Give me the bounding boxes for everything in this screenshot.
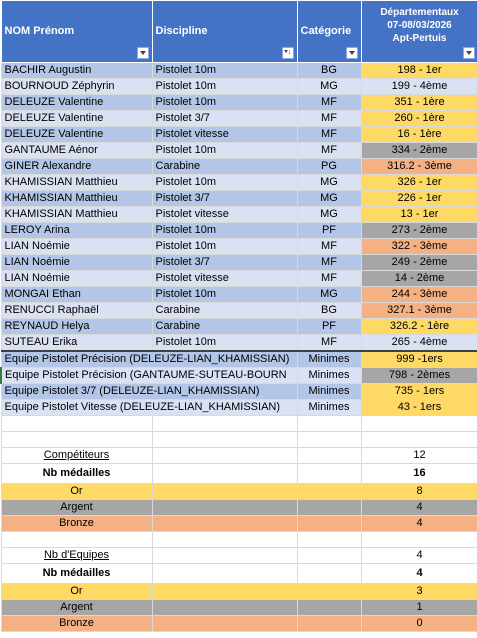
summary-bronze-label[interactable]: Bronze [1,516,152,532]
cell-result[interactable]: 198 - 1er [361,63,477,79]
table-row [1,271,477,287]
summary-medals-value[interactable]: 4 [361,564,477,584]
summary-bronze-fill[interactable] [152,516,297,532]
summary-silver-fill[interactable] [152,500,297,516]
empty-cell[interactable] [361,532,477,548]
filter-dropdown-categorie[interactable] [346,47,358,59]
cell-categorie[interactable]: BG [297,303,361,319]
summary-silver-fill[interactable] [297,500,361,516]
empty-row [1,532,477,548]
cell-team-result[interactable]: 999 -1ers [361,351,477,368]
table-row [1,127,477,143]
cell-team-name[interactable] [1,400,297,416]
summary-medals-label[interactable]: Nb médailles [1,464,152,484]
team-name-text: Equipe Pistolet Précision (DELEUZE-LIAN_KHAMISSIAN) [4,353,290,365]
cell-name[interactable]: GINER Alexandre [1,159,152,175]
cell-discipline[interactable]: Carabine [152,303,297,319]
cell-team-result[interactable]: 43 - 1ers [361,400,477,416]
cell-result[interactable]: 273 - 2ème [361,223,477,239]
cell-categorie[interactable]: MG [297,207,361,223]
empty-cell[interactable] [297,416,361,432]
cell-categorie[interactable]: MF [297,95,361,111]
empty-cell[interactable] [152,548,297,564]
cell-result[interactable]: 326 - 1er [361,175,477,191]
cell-team-categorie[interactable]: Minimes [297,400,361,416]
summary-silver-label[interactable]: Argent [1,500,152,516]
cell-result[interactable]: 249 - 2ème [361,255,477,271]
summary-bronze-value[interactable]: 0 [361,616,477,632]
empty-cell[interactable] [1,432,152,448]
header-row [1,1,477,63]
cell-categorie[interactable]: BG [297,63,361,79]
empty-row [1,416,477,432]
summary-count-label-cell[interactable] [1,448,152,464]
summary-silver-fill[interactable] [297,600,361,616]
header-categorie-label: Catégorie [300,25,352,37]
cell-categorie[interactable]: MG [297,287,361,303]
cell-name[interactable]: DELEUZE Valentine [1,111,152,127]
cell-discipline[interactable]: Pistolet vitesse [152,271,297,287]
cell-categorie[interactable]: MG [297,175,361,191]
empty-cell[interactable] [152,532,297,548]
cell-discipline[interactable]: Pistolet 10m [152,175,297,191]
cell-result[interactable]: 265 - 4ème [361,335,477,352]
cell-categorie[interactable]: PG [297,159,361,175]
summary-bronze-fill[interactable] [297,616,361,632]
cell-result[interactable]: 322 - 3ème [361,239,477,255]
summary-gold-fill[interactable] [152,584,297,600]
cell-team-name[interactable] [1,384,297,400]
summary-medals-row [1,464,477,484]
cell-result[interactable]: 244 - 3ème [361,287,477,303]
cell-team-categorie[interactable]: Minimes [297,368,361,384]
table-row [1,143,477,159]
cell-categorie[interactable]: MF [297,111,361,127]
table-row [1,319,477,335]
header-discipline-label: Discipline [155,25,208,37]
sort-filter-dropdown-discipline[interactable] [282,47,294,59]
table-row [1,239,477,255]
empty-cell[interactable] [152,432,297,448]
cell-result[interactable]: 334 - 2ème [361,143,477,159]
summary-gold-label[interactable]: Or [1,484,152,500]
table-row [1,79,477,95]
summary-count-label: Compétiteurs [43,449,110,461]
summary-count-label-cell[interactable] [1,548,152,564]
cell-discipline[interactable]: Pistolet 3/7 [152,191,297,207]
cell-categorie[interactable]: MG [297,191,361,207]
header-event-line2: 07-08/03/2026 [387,20,452,31]
table-row [1,63,477,79]
cell-name[interactable]: RENUCCI Raphaël [1,303,152,319]
cell-name[interactable]: SUTEAU Erika [1,335,152,352]
cell-discipline[interactable]: Pistolet 10m [152,287,297,303]
empty-cell[interactable] [1,532,152,548]
team-row [1,368,477,384]
cell-name[interactable]: KHAMISSIAN Matthieu [1,175,152,191]
summary-gold-row [1,584,477,600]
cell-name[interactable]: KHAMISSIAN Matthieu [1,207,152,223]
cell-team-name[interactable] [1,351,297,368]
cell-categorie[interactable]: PF [297,319,361,335]
cell-categorie[interactable]: MG [297,79,361,95]
table-row [1,191,477,207]
empty-cell[interactable] [152,448,297,464]
summary-silver-value[interactable]: 4 [361,500,477,516]
cell-name[interactable]: DELEUZE Valentine [1,95,152,111]
empty-cell[interactable] [297,448,361,464]
cell-categorie[interactable]: MF [297,255,361,271]
summary-silver-value[interactable]: 1 [361,600,477,616]
empty-row [1,432,477,448]
cell-name[interactable]: MONGAI Ethan [1,287,152,303]
cell-result[interactable]: 351 - 1ère [361,95,477,111]
summary-medals-row [1,564,477,584]
summary-gold-value[interactable]: 3 [361,584,477,600]
header-name-label: NOM Prénom [4,25,75,37]
cell-categorie[interactable]: MF [297,271,361,287]
cell-name[interactable]: LIAN Noémie [1,239,152,255]
cell-discipline[interactable]: Pistolet 10m [152,63,297,79]
cell-categorie[interactable]: MF [297,239,361,255]
cell-discipline[interactable]: Pistolet vitesse [152,207,297,223]
cell-discipline[interactable]: Pistolet 3/7 [152,255,297,271]
summary-silver-label[interactable]: Argent [1,600,152,616]
filter-dropdown-name[interactable] [137,47,149,59]
cell-team-name[interactable] [1,368,297,384]
summary-medals-label[interactable]: Nb médailles [1,564,152,584]
header-categorie [297,1,361,63]
summary-gold-value[interactable]: 8 [361,484,477,500]
table-row [1,335,477,352]
summary-gold-label[interactable]: Or [1,584,152,600]
cell-team-result[interactable]: 798 - 2èmes [361,368,477,384]
cell-name[interactable]: LIAN Noémie [1,271,152,287]
cell-name[interactable]: GANTAUME Aénor [1,143,152,159]
team-row [1,384,477,400]
cell-categorie[interactable]: MF [297,143,361,159]
empty-cell[interactable] [297,532,361,548]
cell-name[interactable]: KHAMISSIAN Matthieu [1,191,152,207]
cell-discipline[interactable]: Carabine [152,159,297,175]
cell-name[interactable]: BOURNOUD Zéphyrin [1,79,152,95]
summary-count-row [1,448,477,464]
cell-discipline[interactable]: Pistolet 3/7 [152,111,297,127]
empty-cell[interactable] [361,416,477,432]
team-row [1,351,477,368]
table-row [1,223,477,239]
team-row [1,400,477,416]
empty-cell[interactable] [361,432,477,448]
table-row [1,255,477,271]
cell-team-result[interactable]: 735 - 1ers [361,384,477,400]
summary-count-label: Nb d'Equipes [43,549,110,561]
header-event-line1: Départementaux [380,7,459,18]
cell-discipline[interactable]: Pistolet 10m [152,239,297,255]
cell-discipline[interactable]: Pistolet 10m [152,79,297,95]
cell-result[interactable]: 14 - 2ème [361,271,477,287]
team-name-text: Equipe Pistolet Vitesse (DELEUZE-LIAN_KHAMISSIAN) [4,401,281,413]
header-event [361,1,477,63]
empty-cell[interactable] [152,564,297,584]
cell-result[interactable]: 326.2 - 1ère [361,319,477,335]
cell-result[interactable]: 13 - 1er [361,207,477,223]
empty-cell[interactable] [297,548,361,564]
summary-count-value[interactable]: 12 [361,448,477,464]
empty-cell[interactable] [297,564,361,584]
sort-arrow-icon: ↓ [288,49,292,56]
cell-result[interactable]: 260 - 1ère [361,111,477,127]
summary-gold-row [1,484,477,500]
summary-silver-row [1,500,477,516]
cell-result[interactable]: 327.1 - 3ème [361,303,477,319]
table-row [1,95,477,111]
cell-name[interactable]: LIAN Noémie [1,255,152,271]
empty-cell[interactable] [297,464,361,484]
empty-cell[interactable] [297,432,361,448]
summary-bronze-fill[interactable] [152,616,297,632]
cell-discipline[interactable]: Carabine [152,319,297,335]
table-row [1,303,477,319]
summary-gold-fill[interactable] [297,584,361,600]
empty-cell[interactable] [152,416,297,432]
table-row [1,175,477,191]
cell-name[interactable]: BACHIR Augustin [1,63,152,79]
summary-silver-fill[interactable] [152,600,297,616]
summary-bronze-value[interactable]: 4 [361,516,477,532]
summary-bronze-label[interactable]: Bronze [1,616,152,632]
cell-categorie[interactable]: PF [297,223,361,239]
table-row [1,287,477,303]
summary-count-value[interactable]: 4 [361,548,477,564]
table-row [1,111,477,127]
cell-team-categorie[interactable]: Minimes [297,384,361,400]
summary-silver-row [1,600,477,616]
cell-discipline[interactable]: Pistolet vitesse [152,127,297,143]
summary-medals-value[interactable]: 16 [361,464,477,484]
empty-cell[interactable] [1,416,152,432]
cell-result[interactable]: 226 - 1er [361,191,477,207]
cell-discipline[interactable]: Pistolet 10m [152,335,297,352]
header-name [1,1,152,63]
cell-name[interactable]: DELEUZE Valentine [1,127,152,143]
empty-cell[interactable] [152,464,297,484]
summary-gold-fill[interactable] [152,484,297,500]
cell-result[interactable]: 16 - 1ère [361,127,477,143]
table-row [1,159,477,175]
cell-result[interactable]: 199 - 4ème [361,79,477,95]
cell-categorie[interactable]: MF [297,127,361,143]
summary-bronze-fill[interactable] [297,516,361,532]
summary-bronze-row [1,516,477,532]
cell-result[interactable]: 316.2 - 3ème [361,159,477,175]
summary-gold-fill[interactable] [297,484,361,500]
team-name-text: Equipe Pistolet 3/7 (DELEUZE-LIAN_KHAMISSIAN) [4,385,260,397]
header-event-line3: Apt-Pertuis [392,33,447,44]
cell-team-categorie[interactable]: Minimes [297,351,361,368]
summary-bronze-row [1,616,477,632]
cell-discipline[interactable]: Pistolet 10m [152,143,297,159]
filter-dropdown-event[interactable] [463,47,475,59]
cell-discipline[interactable]: Pistolet 10m [152,223,297,239]
summary-count-row [1,548,477,564]
team-name-text: Equipe Pistolet Précision (GANTAUME-SUTEAU-BOURN [5,369,287,381]
cell-name[interactable]: REYNAUD Helya [1,319,152,335]
header-discipline [152,1,297,63]
cell-categorie[interactable]: MF [297,335,361,352]
table-row [1,207,477,223]
cell-discipline[interactable]: Pistolet 10m [152,95,297,111]
cell-name[interactable]: LEROY Arina [1,223,152,239]
